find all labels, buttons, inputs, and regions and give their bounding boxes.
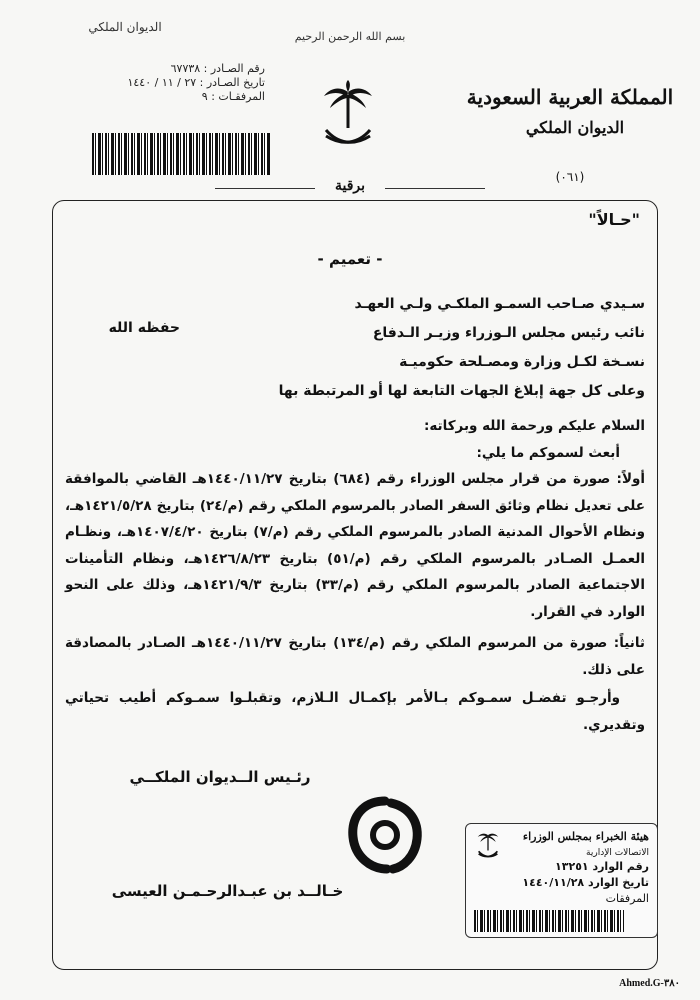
incoming-stamp xyxy=(465,823,658,938)
stamp-emblem-icon xyxy=(474,830,502,862)
sender-kingdom: المملكة العربية السعودية xyxy=(466,85,674,109)
stamp-barcode xyxy=(474,910,624,932)
addressee-4: وعلى كل جهة إبلاغ الجهات التابعة لها أو المرتبطة بها xyxy=(278,383,645,399)
attachments-count: المرفقـات : ٩ xyxy=(201,90,265,103)
addressee-2: نائب رئيس مجلس الـوزراء وزيـر الـدفاع xyxy=(372,325,645,341)
telegram-label: برقية xyxy=(315,178,385,194)
barcode xyxy=(92,133,270,175)
sender-code: (٠٦١) xyxy=(555,170,585,184)
stamp-dept: الاتصالات الإدارية xyxy=(586,848,649,858)
urgency-label: "حـالاً" xyxy=(588,210,640,229)
addressee-1: سـيدي صـاحب السمـو الملكـي ولـي العهـد xyxy=(354,296,645,312)
basmala: بسم الله الرحمن الرحيم xyxy=(294,30,406,43)
reference-number: رقم الصـادر : ٦٧٧٣٨ xyxy=(170,62,265,75)
saudi-emblem-icon xyxy=(318,80,378,155)
stamp-incoming-date: تاريخ الوارد ١٤٤٠/١١/٢٨ xyxy=(522,876,649,889)
addressee-3: نسـخة لكـل وزارة ومصـلحة حكوميـة xyxy=(399,354,645,370)
stamp-incoming-number: رقم الوارد ١٣٢٥١ xyxy=(555,860,649,873)
sender-court: الديوان الملكي xyxy=(525,118,625,137)
greeting: السلام عليكم ورحمة الله وبركاته: xyxy=(423,418,645,434)
closing: وأرجـو تفضـل سمـوكم بـالأمر بإكمـال الـلازم، وتقبلـوا سمـوكم أطيب تحياتي وتقديري. xyxy=(65,690,645,733)
paragraph-second: ثانياً: صورة من المرسوم الملكي رقم (م/١٣٤) بتاريخ ١٤٤٠/١١/٢٧هـ الصـادر بالمصادقة على ذلك. xyxy=(65,635,645,678)
signature-mark xyxy=(345,795,425,875)
paragraph-first: أولاً: صورة من قرار مجلس الوزراء رقم (٦٨٤) بتاريخ ١٤٤٠/١١/٢٧هـ القاضي بالموافقة على تعديل نظام وثائق السفر الصادر بالمرسوم الملكي رقم (م/٢٤) بتاريخ ١٤٢١/٥/٢٨هـ، ونظام الأحوال المدنية الصادر بالمرسوم الملكي رقم (م/٧) بتاريخ ١٤٠٧/٤/٢٠هـ، ونظـام العمـل الصـادر بالمرسوم الملكي رقم (م/٥١) بتاريخ ١٤٢٦/٨/٢٣هـ، ونظام التأمينات الاجتماعية الصادر بالمرسوم الملكي رقم (م/٣٣) بتاريخ ١٤٢١/٩/٣هـ، وذلك على النحو الوارد في القرار. xyxy=(65,471,646,620)
circular-title: - تعميم - xyxy=(317,250,383,268)
top-right-header-text: الديوان الملكي xyxy=(88,20,162,34)
signatory-title: رئـيس الــديوان الملكــي xyxy=(129,768,311,786)
reference-date: تاريخ الصـادر : ٢٧ / ١١ / ١٤٤٠ xyxy=(127,76,265,89)
addressees xyxy=(140,290,645,406)
stamp-org: هيئة الخبراء بمجلس الوزراء xyxy=(522,830,649,843)
footer-code: Ahmed.G-٣٨٠ xyxy=(619,978,680,989)
signatory-name: خـالــد بن عبـدالرحـمـن العيسى xyxy=(111,882,344,900)
stamp-attachments: المرفقات xyxy=(605,892,649,905)
honorific: حفظه الله xyxy=(108,320,180,336)
reference-block xyxy=(95,62,265,104)
intro: أبعث لسموكم ما يلي: xyxy=(476,445,620,461)
